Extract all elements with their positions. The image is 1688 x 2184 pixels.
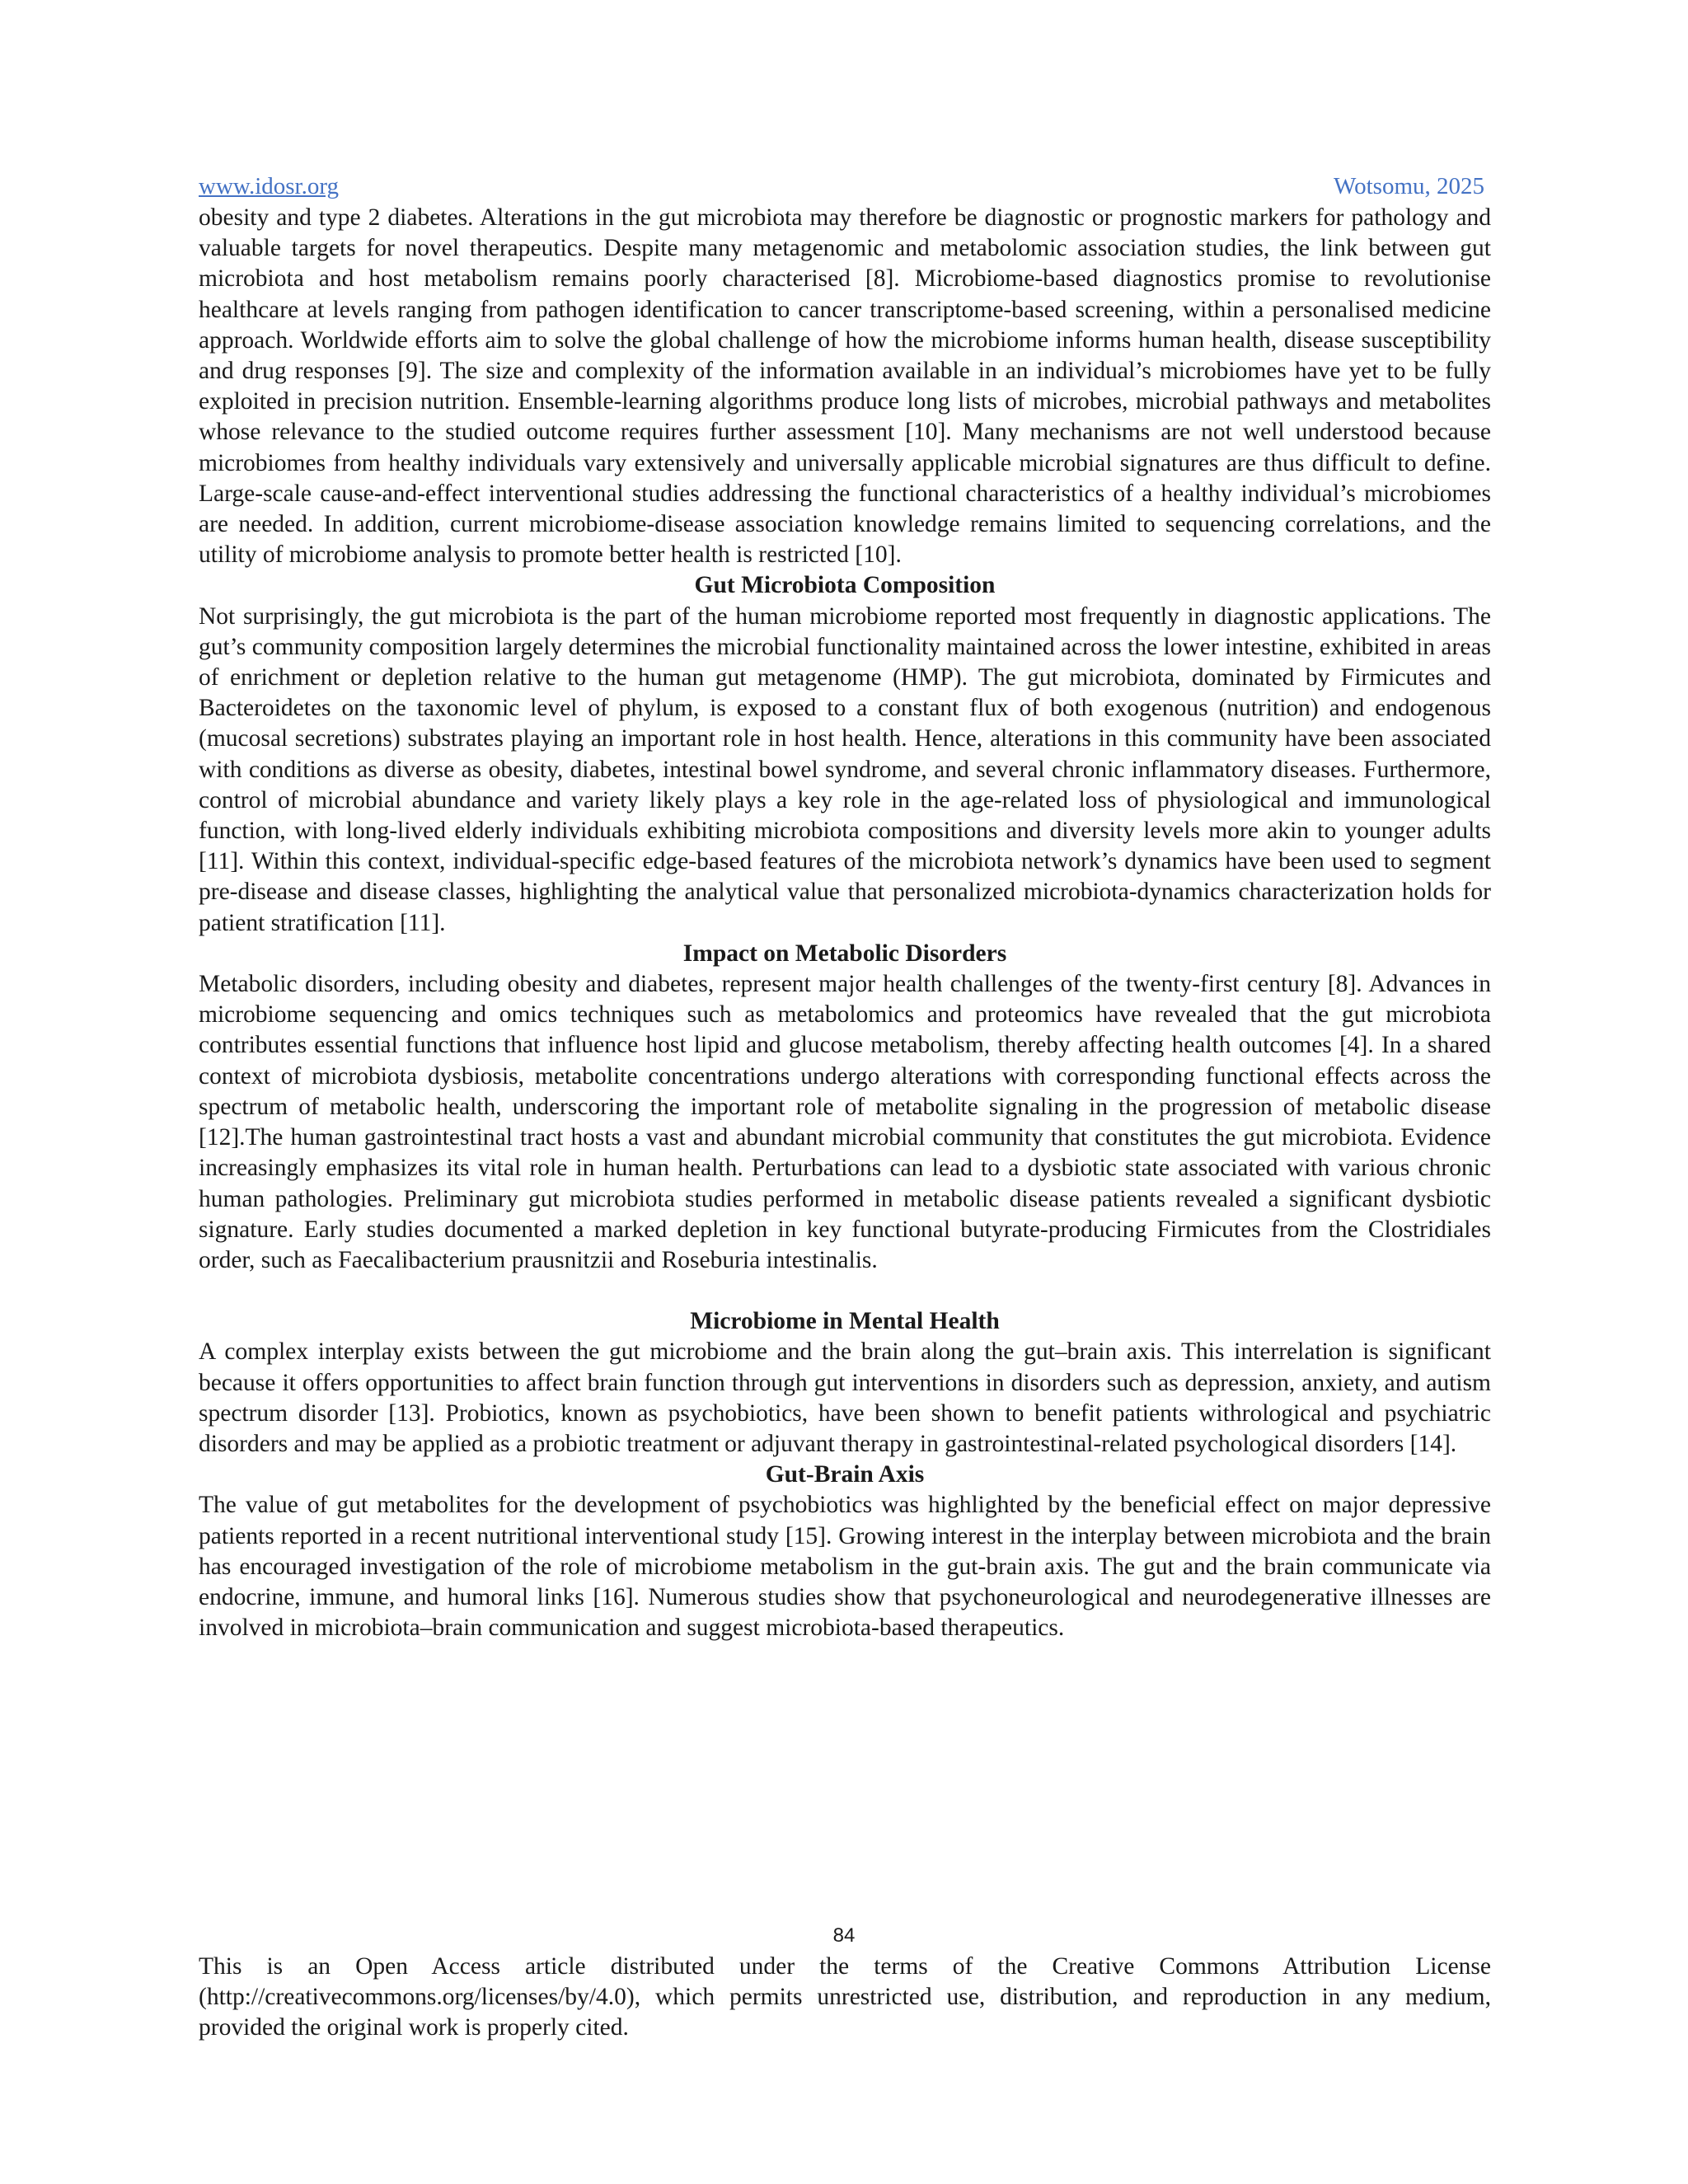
section-paragraph-metabolic-disorders: Metabolic disorders, including obesity and diabetes, represent major health challenges of the twenty-first century [8]. Advances in microbiome sequencing and omics techniques such as metabolomics and proteomics have revealed that the gut microbiota contributes essential functions that influence host lipid and glucose metabolism, thereby affecting health outcomes [4]. In a shared context of microbiota dysbiosis, metabolite concentrations undergo alterations with corresponding functional effects across the spectrum of metabolic health, underscoring the important role of metabolite signaling in the progression of metabolic disease [12].The human gastrointestinal tract hosts a vast and abundant microbial community that constitutes the gut microbiota. Evidence increasingly emphasizes its vital role in human health. Perturbations can lead to a dysbiotic state associated with various chronic human pathologies. Preliminary gut microbiota studies performed in metabolic disease patients revealed a significant dysbiotic signature. Early studies documented a marked depletion in key functional butyrate-producing Firmicutes from the Clostridiales order, such as Faecalibacterium prausnitzii and Roseburia intestinalis. bbox=[199, 971, 1491, 1273]
section-heading-gut-brain-axis: Gut-Brain Axis bbox=[765, 1461, 925, 1488]
section-paragraph-gut-brain-axis: The value of gut metabolites for the development of psychobiotics was highlighted by the beneficial effect on major depressive patients reported in a recent nutritional interventional study [15]. Growing interest in the interplay between microbiota and the brain has encouraged investigation of the role of microbiome metabolism in the gut-brain axis. The gut and the brain communicate via endocrine, immune, and humoral links [16]. Numerous studies show that psychoneurological and neurodegenerative illnesses are involved in microbiota–brain communication and suggest microbiota-based therapeutics. bbox=[199, 1492, 1491, 1642]
article-body bbox=[199, 203, 1491, 1643]
section-paragraph-mental-health: A complex interplay exists between the gut microbiome and the brain along the gut–brain axis. This interrelation is significant because it offers opportunities to affect brain function through gut interventions in disorders such as depression, anxiety, and autism spectrum disorder [13]. Probiotics, known as psychobiotics, have been shown to benefit patients withrological and psychiatric disorders and may be applied as a probiotic treatment or adjuvant therapy in gastrointestinal-related psychological disorders [14]. bbox=[199, 1338, 1491, 1457]
section-paragraph-gut-microbiota-composition: Not surprisingly, the gut microbiota is the part of the human microbiome reported most frequently in diagnostic applications. The gut’s community composition largely determines the microbial functionality maintained across the lower intestine, exhibited in areas of enrichment or depletion relative to the human gut metagenome (HMP). The gut microbiota, dominated by Firmicutes and Bacteroidetes on the taxonomic level of phylum, is exposed to a constant flux of both exogenous (nutrition) and endogenous (mucosal secretions) substrates playing an important role in host health. Hence, alterations in this community have been associated with conditions as diverse as obesity, diabetes, intestinal bowel syndrome, and several chronic inflammatory diseases. Furthermore, control of microbial abundance and variety likely plays a key role in the age-related loss of physiological and immunological function, with long-lived elderly individuals exhibiting microbiota compositions and diversity levels more akin to younger adults [11]. Within this context, individual-specific edge-based features of the microbiota network’s dynamics have been used to segment pre-disease and disease classes, highlighting the analytical value that personalized microbiota-dynamics characterization holds for patient stratification [11]. bbox=[199, 602, 1491, 936]
intro-paragraph: obesity and type 2 diabetes. Alterations in the gut microbiota may therefore be diagnostic or prognostic markers for pathology and valuable targets for novel therapeutics. Despite many metagenomic and metabolomic association studies, the link between gut microbiota and host metabolism remains poorly characterised [8]. Microbiome-based diagnostics promise to revolutionise healthcare at levels ranging from pathogen identification to cancer transcriptome-based screening, within a personalised medicine approach. Worldwide efforts aim to solve the global challenge of how the microbiome informs human health, disease susceptibility and drug responses [9]. The size and complexity of the information available in an individual’s microbiomes have yet to be fully exploited in precision nutrition. Ensemble-learning algorithms produce long lists of microbes, microbial pathways and metabolites whose relevance to the studied outcome requires further assessment [10]. Many mechanisms are not well understood because microbiomes from healthy individuals vary extensively and universally applicable microbial signatures are thus difficult to define. Large-scale cause-and-effect interventional studies addressing the functional characteristics of a healthy individual’s microbiomes are needed. In addition, current microbiome-disease association knowledge remains limited to sequencing correlations, and the utility of microbiome analysis to promote better health is restricted [10]. bbox=[199, 204, 1491, 569]
journal-website-link[interactable]: www.idosr.org bbox=[199, 173, 339, 199]
page-number: 84 bbox=[832, 1924, 856, 1947]
section-heading-mental-health: Microbiome in Mental Health bbox=[690, 1308, 1000, 1335]
running-author-year: Wotsomu, 2025 bbox=[1334, 173, 1484, 199]
section-heading-gut-microbiota-composition: Gut Microbiota Composition bbox=[694, 572, 996, 599]
page-header bbox=[199, 170, 1484, 203]
section-spacer bbox=[199, 1276, 1491, 1306]
license-footer: This is an Open Access article distributed under the terms of the Creative Commons Attribution License (http://creativecommons.org/licenses/by/4.0), which permits unrestricted use, distribution, and reproduction in any medium, provided the original work is properly cited. bbox=[199, 1953, 1491, 2041]
section-heading-metabolic-disorders: Impact on Metabolic Disorders bbox=[682, 940, 1007, 967]
